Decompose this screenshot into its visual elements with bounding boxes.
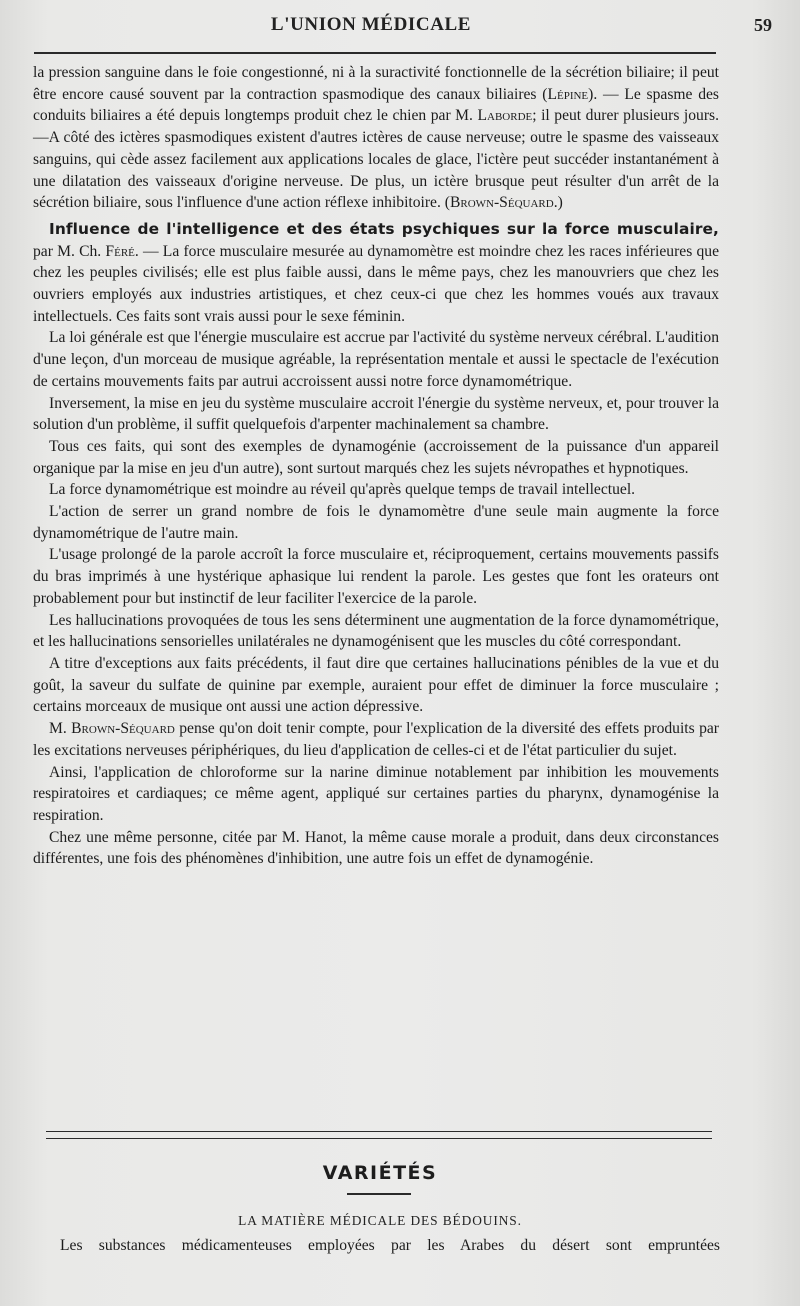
article-body xyxy=(33,62,719,870)
paragraph: Inversement, la mise en jeu du système musculaire accroit l'énergie du système nerveux, et, pour trouver la solution d'un problème, il suffit quelquefois d'arpenter machinalement sa chambre. xyxy=(33,394,719,434)
author-name-brown-sequard: Brown-Séquard xyxy=(71,720,175,738)
paragraph-lepine xyxy=(33,62,719,214)
section-feré xyxy=(33,219,719,328)
author-name-brown-sequard: Brown-Séquard xyxy=(449,194,554,212)
varietes-first-line: Les substances médicamenteuses employées par les Arabes du désert sont empruntées xyxy=(60,1237,720,1254)
paragraph-prefix: M. xyxy=(49,720,72,738)
varietes-subheading: LA MATIÈRE MÉDICALE DES BÉDOUINS. xyxy=(238,1213,522,1228)
paragraph-text: la pression sanguine dans le foie congestionné, ni à la suractivité fonctionnelle de la sécrétion biliaire; il peut être encore causé souvent par la contraction spasmodique des canaux biliaires ( xyxy=(33,64,719,103)
author-name-laborde: Laborde xyxy=(477,107,533,125)
paragraph-text: pense qu'on doit tenir compte, pour l'explication de la diversité des effets produits par les excitations nerveuses périphériques, du lieu d'application de celles-ci et de l'état particulier du sujet. xyxy=(33,720,719,759)
author-name-fere: Féré xyxy=(105,242,135,260)
paragraph: Ainsi, l'application de chloroforme sur la narine diminue notablement par inhibition les mouvements respiratoires et cardiaques; ce même agent, appliqué sur certaines parties du pharynx, dynamogénise la respiration. xyxy=(33,763,719,824)
paragraph: Tous ces faits, qui sont des exemples de dynamogénie (accroissement de la puissance d'un appareil organique par la mise en jeu d'un autre), sont surtout marqués chez les sujets névropathes et hypnotiques. xyxy=(33,437,719,477)
section-author-prefix: par M. Ch. xyxy=(33,242,106,260)
author-name-lepine: Lépine xyxy=(547,85,589,103)
section-text: . — La force musculaire mesurée au dynamomètre est moindre chez les races inférieures que chez les peuples civilisés; elle est plus faible aussi, dans le même pays, chez les manouvriers que chez les ouvriers employés aux industries artistiques, et chez ceux-ci que chez les hommes voués aux travaux intellectuels. Ces faits sont vrais aussi pour le sexe féminin. xyxy=(33,242,720,325)
paragraph: L'usage prolongé de la parole accroît la force musculaire et, réciproquement, certains mouvements passifs du bras imprimés à une hystérique aphasique lui rendent la parole. Les gestes que font les orateurs ont probablement pour but instinctif de leur faciliter l'exercice de la parole. xyxy=(33,546,719,607)
section-title: Influence de l'intelligence et des états psychiques sur la force musculaire, xyxy=(49,219,719,238)
varietes-rule xyxy=(347,1193,411,1195)
paragraph-text: .) xyxy=(553,194,563,212)
paragraph: A titre d'exceptions aux faits précédents, il faut dire que certaines hallucinations pénibles de la vue et du goût, la saveur du sulfate de quinine par exemple, auraient pour effet de diminuer la force musculaire ; certains morceaux de musique ont aussi une action dépressive. xyxy=(33,654,719,716)
paragraph: Les hallucinations provoquées de tous les sens déterminent une augmentation de la force dynamométrique, et les hallucinations sensorielles unilatérales ne dynamogénisent que les muscles du côté correspondant. xyxy=(33,611,719,651)
varietes-heading: VARIÉTÉS xyxy=(322,1162,438,1184)
paragraph-text: ). — Le spasme des conduits biliaires a été depuis longtemps produit chez le chien par M. xyxy=(33,85,719,125)
paragraph: L'action de serrer un grand nombre de fois le dynamomètre d'une seule main augmente la force dynamométrique de l'autre main. xyxy=(33,503,719,542)
running-title: L'UNION MÉDICALE xyxy=(270,14,472,35)
paragraph-brown-sequard xyxy=(33,718,719,761)
paragraph: Chez une même personne, citée par M. Hanot, la même cause morale a produit, dans deux circonstances différentes, une fois des phénomènes d'inhibition, une autre fois un effet de dynamogénie. xyxy=(33,828,719,868)
section-end-rule xyxy=(46,1131,712,1139)
paragraph: La loi générale est que l'énergie musculaire est accrue par l'activité du système nerveux cérébral. L'audition d'une leçon, d'un morceau de musique agréable, la représentation mentale et aussi le spectacle de l'exécution de certains mouvements faits par autrui accroissent aussi notre force dynamométrique. xyxy=(33,329,719,390)
page-number: 59 xyxy=(754,15,772,35)
running-header xyxy=(30,14,772,48)
paragraph: La force dynamométrique est moindre au réveil qu'après quelque temps de travail intellectuel. xyxy=(49,481,636,499)
paragraph-text: ; il peut durer plusieurs jours. —A côté des ictères spasmodiques existent d'autres ictères de cause nerveuse; outre le spasme des vaisseaux sanguins, qui cède assez facilement aux applications locales de glace, l'ictère peut succéder instantanément à une dilatation des vaisseaux d'origine nerveuse. De plus, un ictère brusque peut résulter d'un arrêt de la sécrétion biliaire, sous l'influence d'une action réflexe inhibitoire. ( xyxy=(33,107,720,212)
header-rule xyxy=(34,52,716,54)
